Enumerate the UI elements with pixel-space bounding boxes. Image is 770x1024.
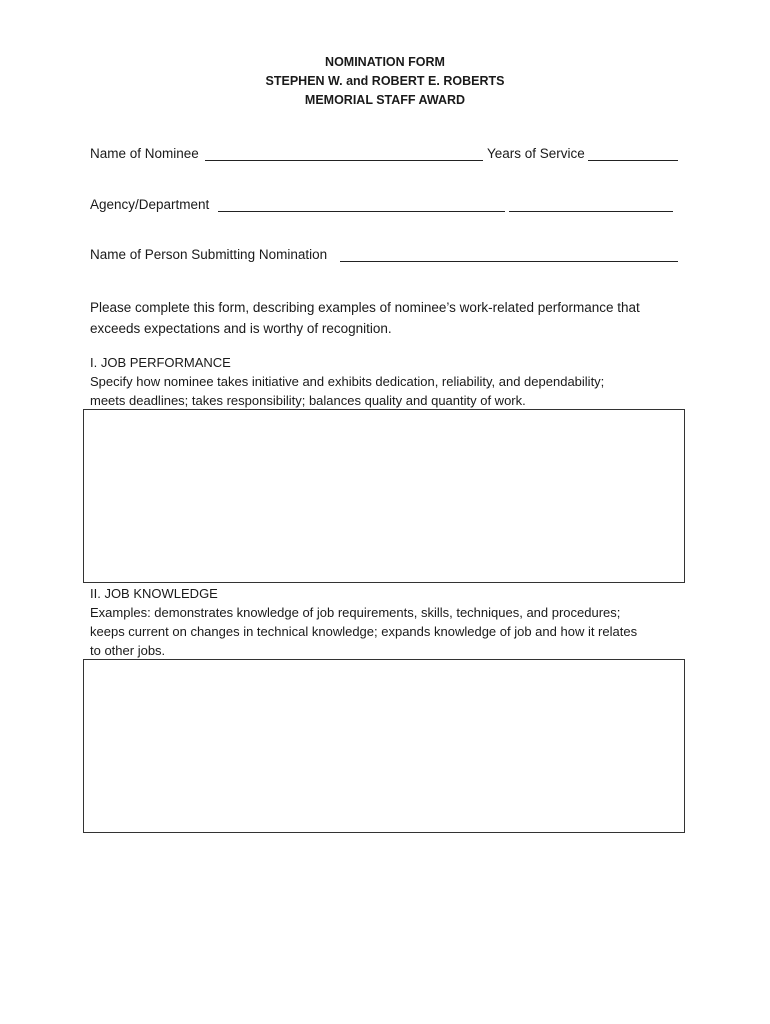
nominee-label: Name of Nominee xyxy=(90,146,199,161)
job-performance-textarea[interactable] xyxy=(83,409,685,583)
instructions-paragraph xyxy=(90,297,690,339)
section-job-performance-desc-line-1: Specify how nominee takes initiative and exhibits dedication, reliability, and dependability; xyxy=(90,374,605,389)
nominee-row xyxy=(90,145,690,163)
instructions-line-1: Please complete this form, describing examples of nominee’s work-related performance that xyxy=(90,300,640,315)
years-of-service-label: Years of Service xyxy=(487,146,585,161)
years-of-service-input[interactable] xyxy=(588,145,678,161)
nominee-input[interactable] xyxy=(205,145,483,161)
instructions-line-2: exceeds expectations and is worthy of recognition. xyxy=(90,321,392,336)
submitter-row xyxy=(90,246,690,264)
agency-label: Agency/Department xyxy=(90,197,210,212)
form-title-line-3: MEMORIAL STAFF AWARD xyxy=(304,93,466,107)
section-job-knowledge-heading: II. JOB KNOWLEDGE xyxy=(90,586,218,601)
section-job-performance-heading: I. JOB PERFORMANCE xyxy=(90,355,231,370)
agency-extra-input[interactable] xyxy=(509,196,673,212)
form-title xyxy=(0,53,770,110)
form-title-line-2: STEPHEN W. and ROBERT E. ROBERTS xyxy=(265,74,505,88)
section-job-knowledge-description xyxy=(90,603,690,660)
job-knowledge-textarea[interactable] xyxy=(83,659,685,833)
section-job-performance-desc-line-2: meets deadlines; takes responsibility; balances quality and quantity of work. xyxy=(90,393,526,408)
submitter-input[interactable] xyxy=(340,246,678,262)
section-job-knowledge-desc-line-1: Examples: demonstrates knowledge of job requirements, skills, techniques, and procedures; xyxy=(90,605,621,620)
submitter-label: Name of Person Submitting Nomination xyxy=(90,247,328,262)
section-job-performance-description xyxy=(90,372,690,410)
agency-input[interactable] xyxy=(218,196,505,212)
section-job-knowledge-desc-line-2: keeps current on changes in technical knowledge; expands knowledge of job and how it relates xyxy=(90,624,638,639)
agency-row xyxy=(90,196,690,214)
section-job-knowledge-desc-line-3: to other jobs. xyxy=(90,643,166,658)
form-title-line-1: NOMINATION FORM xyxy=(325,55,445,69)
